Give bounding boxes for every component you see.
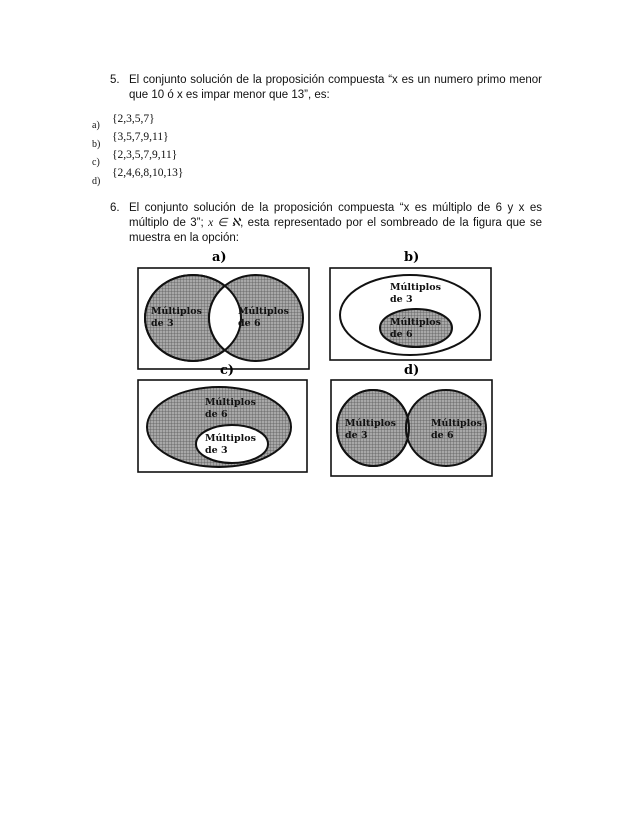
diagram-c [138, 363, 307, 472]
option-set-d: {2,4,6,8,10,13} [112, 167, 184, 179]
diagram-a [138, 250, 309, 369]
diagram-title: c) [220, 363, 235, 378]
inner-label-line2: de 6 [390, 329, 413, 340]
right-label-line1: Múltiplos [431, 418, 482, 429]
option-set-a: {2,3,5,7} [112, 113, 155, 125]
right-label-line2: de 6 [238, 318, 261, 329]
outer-label-line2: de 6 [205, 409, 228, 420]
set-multiples-6 [380, 309, 452, 347]
left-label-line1: Múltiplos [345, 418, 396, 429]
inner-label-line1: Múltiplos [390, 317, 441, 328]
left-label-line2: de 3 [151, 318, 174, 329]
option-letter-c: c) [92, 157, 100, 168]
diagram-b [330, 250, 491, 360]
question-text: El conjunto solución de la proposición compuesta “x es un numero primo menor que 10 ó x es impar menor que 13”, es: [129, 74, 542, 101]
question-number: 6. [110, 202, 120, 214]
math-expression: x ∈ ℵ [208, 217, 241, 229]
set-multiples-3 [196, 425, 268, 463]
outer-label-line2: de 3 [390, 294, 413, 305]
option-set-b: {3,5,7,9,11} [112, 131, 169, 143]
option-letter-b: b) [92, 139, 101, 150]
right-label-line1: Múltiplos [238, 306, 289, 317]
diagram-title: d) [404, 363, 420, 378]
question-text-end: , esta representado por el sombreado de la figura que se muestra en la opción: [129, 217, 542, 244]
right-label-line2: de 6 [431, 430, 454, 441]
option-letter-a: a) [92, 120, 100, 131]
inner-label-line1: Múltiplos [205, 433, 256, 444]
question-text-start: El conjunto solución de la proposición compuesta “x es múltiplo de 6 y x es múltiplo de 3”; [129, 202, 542, 229]
question-number: 5. [110, 74, 120, 86]
diagram-title: a) [212, 250, 227, 265]
option-letter-d: d) [92, 176, 101, 187]
diagram-title: b) [404, 250, 420, 265]
inner-label-line2: de 3 [205, 445, 228, 456]
outer-label-line1: Múltiplos [205, 397, 256, 408]
left-label-line1: Múltiplos [151, 306, 202, 317]
option-set-c: {2,3,5,7,9,11} [112, 149, 178, 161]
diagram-d [331, 363, 492, 476]
outer-label-line1: Múltiplos [390, 282, 441, 293]
left-label-line2: de 3 [345, 430, 368, 441]
